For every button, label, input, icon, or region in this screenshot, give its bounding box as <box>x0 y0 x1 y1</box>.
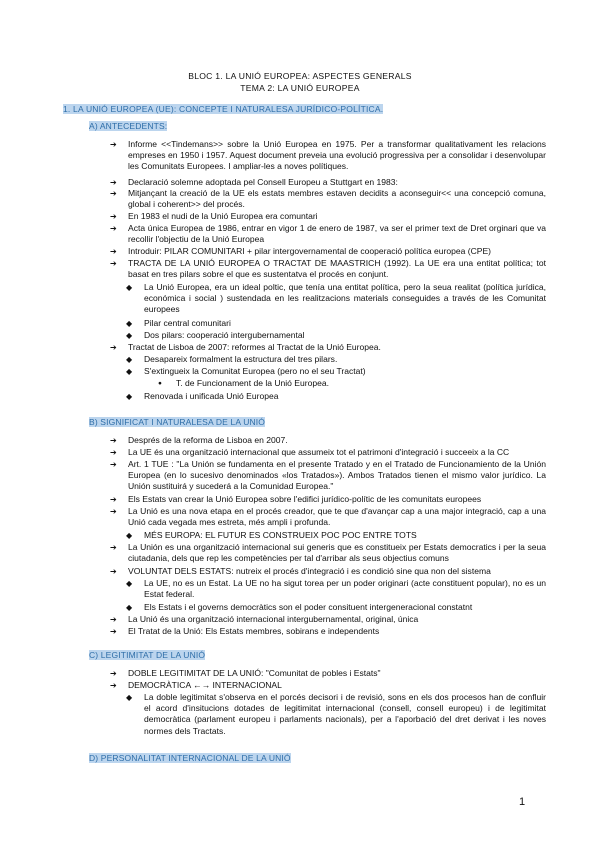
list-item: ➔ DOBLE LEGITIMITAT DE LA UNIÓ: "Comunitat de pobles i Estats" <box>110 668 546 679</box>
list-item: ➔ Introduir: PILAR COMUNITARI + pilar intergovernamental de cooperació política europea (CPE) <box>110 246 546 257</box>
list-item: ➔ Art. 1 TUE : "La Unión se fundamenta en el presente Tratado y en el Tratado de Funcionamiento de la Unión Europea (en lo sucesivo denominados «los Tratados»). Ambos Tratados tienen el mismo valor jurídico. La Unión sustituirá y sucederá a la Comunidad Europea." <box>110 459 546 493</box>
list-item: ➔ La UE és una organització internacional que assumeix tot el patrimoni d'integració i succeeix a la CC <box>110 447 546 458</box>
page-number: 1 <box>519 796 526 808</box>
list-item: ➔ TRACTA DE LA UNIÓ EUROPEA O TRACTAT DE MAASTRICH (1992). La UE era una entitat política; tot basat en tres pilars sobre el que es sustentatva el procés en conjunt. <box>110 258 546 280</box>
list-item: ● T. de Funcionament de la Unió Europea. <box>158 378 546 389</box>
list-item: ◆ Dos pilars: cooperació intergubernamental <box>126 330 546 341</box>
list-item: ➔ La Unió es una nova etapa en el procés creador, que te que d'avançar cap a una major integració, cap a una Unió cada vegada mes estreta, més ampli i profunda. <box>110 506 546 528</box>
list-item: ➔ Tractat de Lisboa de 2007: reformes al Tractat de la Unió Europea. <box>110 342 546 353</box>
tema-title: TEMA 2: LA UNIÓ EUROPEA <box>240 83 360 93</box>
list-item: ◆ Els Estats i el governs democràtics son el poder consituent intergeneracional constatnt <box>126 602 546 613</box>
list-item: ➔ VOLUNTAT DELS ESTATS: nutreix el procés d'integració i es condició sine qua non del sistema <box>110 566 546 577</box>
list-item: ◆ MÉS EUROPA: EL FUTUR ES CONSTRUEIX POC POC ENTRE TOTS <box>126 530 546 541</box>
section-1-heading: 1. LA UNIÓ EUROPEA (UE): CONCEPTE I NATURALESA JURÍDICO-POLÍTICA. <box>63 104 384 114</box>
list-item: ➔ Els Estats van crear la Unió Europea sobre l'edifici jurídico-polític de les comunitats europees <box>110 494 546 505</box>
list-item: ◆ Renovada i unificada Unió Europea <box>126 391 546 402</box>
list-item: ➔ El Tratat de la Unió: Els Estats membres, sobirans e independents <box>110 626 546 637</box>
section-d-heading: D) PERSONALITAT INTERNACIONAL DE LA UNIÓ <box>89 753 291 763</box>
bloc-title: BLOC 1. LA UNIÓ EUROPEA: ASPECTES GENERALS <box>188 71 412 81</box>
list-item: ◆ La Unió Europea, era un ideal poltic, que tenía una entitat política, pero la seua realitat (política jurídica, económica i social ) sustendada en les realitzacions materials conseguides a través de les Comunitat europees <box>126 282 546 316</box>
list-item: ➔ Declaració solemne adoptada pel Consell Europeu a Stuttgart en 1983: <box>110 177 546 188</box>
list-item: ➔ Després de la reforma de Lisboa en 2007. <box>110 435 546 446</box>
list-item: ➔ DEMOCRÀTICA ←→ INTERNACIONAL <box>110 680 546 691</box>
section-c-heading: C) LEGITIMITAT DE LA UNIÓ <box>89 650 206 660</box>
list-item: ◆ Desapareix formalment la estructura del tres pilars. <box>126 354 546 365</box>
list-item: ◆ Pilar central comunitari <box>126 318 546 329</box>
list-item: ◆ S'extingueix la Comunitat Europea (pero no el seu Tractat) <box>126 366 546 377</box>
list-item: ➔ En 1983 el nudi de la Unió Europea era comuntari <box>110 211 546 222</box>
list-item: ➔ La Unión es una organització internacional sui generis que es constitueix per Estats democratics i per la seua ciutadania, dels que rep les competències per tal d'arribar als seus objectius comuns <box>110 542 546 564</box>
list-item: ➔ La Unió és una organització internacional intergubernamental, original, única <box>110 614 546 625</box>
list-item: ◆ La doble legitimitat s'observa en el porcés decisori i de revisió, sons en els dos procesos han de confluir el acord d'insitucions dotades de legitimitat internacional (consell, consell europeu) i de legitimitat democràtica (parlament europeu i parlaments nacionals), per a l'aporbació del dret derivat i les noves normes dels Tractats. <box>126 692 546 737</box>
list-item: ➔ Acta única Europea de 1986, entrar en vigor 1 de enero de 1987, va ser el primer text de Dret orginari que va recollir l'objectiu de la Unió Europea <box>110 223 546 245</box>
section-b-heading: B) SIGNIFICAT I NATURALESA DE LA UNIÓ <box>89 417 266 427</box>
list-item: ➔ Informe <<Tindemans>> sobre la Unió Europea en 1975. Per a transformar qualitativament les relacions empreses en 1950 i 1957. Aquest document preveia una evolució progressiva per a consolidar i desenvolupar les Comunitats Europees. I ampliar-les a noves polítiques. <box>110 139 546 173</box>
list-item: ➔ Mitjançant la creació de la UE els estats membres estaven decidits a aconseguir<< una concepció comuna, global i coherent>> del procés. <box>110 188 546 210</box>
section-a-heading: A) ANTECEDENTS: <box>89 121 168 131</box>
list-item: ◆ La UE, no es un Estat. La UE no ha sigut torea per un poder originari (acte constituent popular), no es un Estat federal. <box>126 578 546 600</box>
